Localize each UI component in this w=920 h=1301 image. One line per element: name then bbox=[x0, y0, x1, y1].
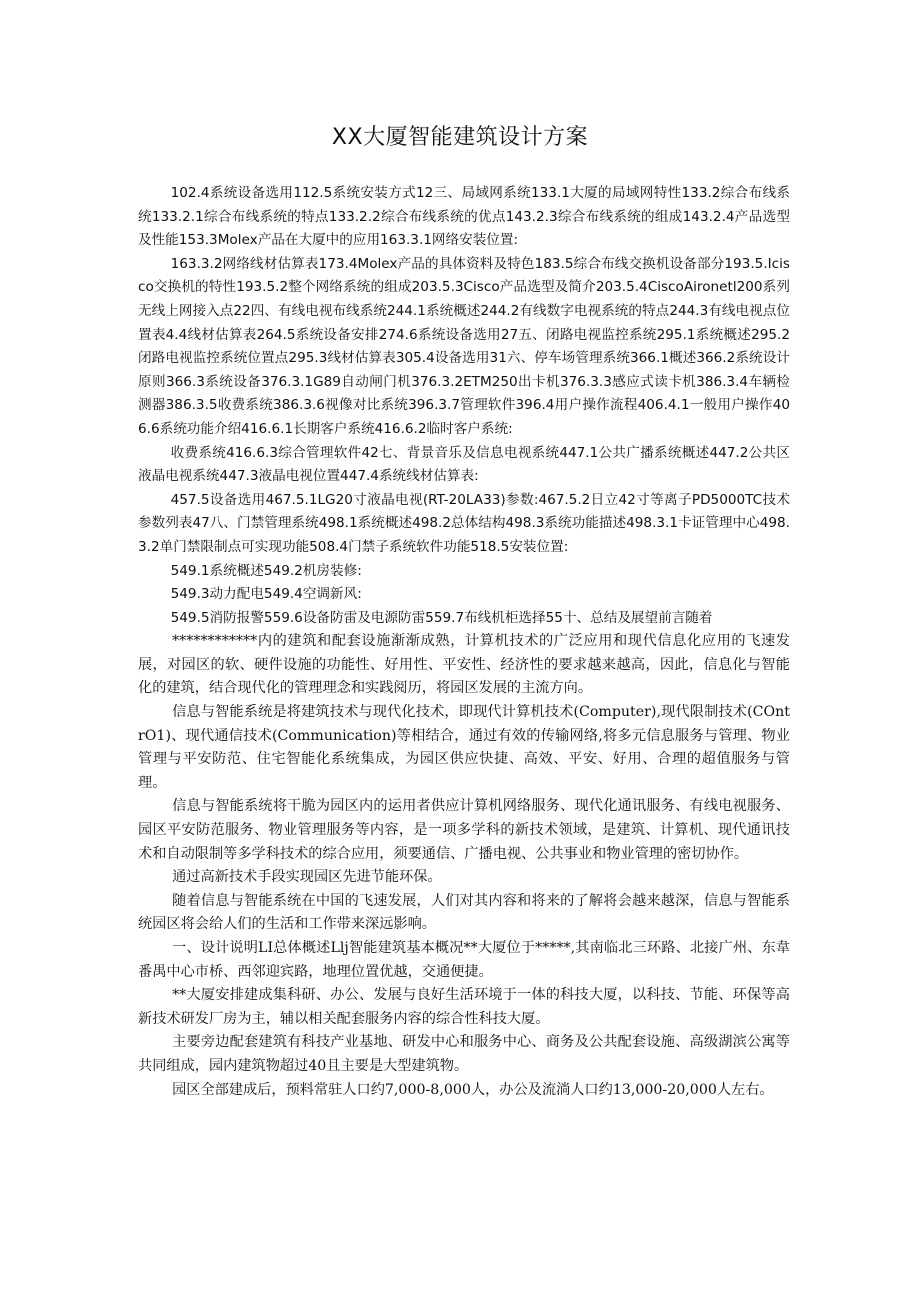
body-paragraph: 一、设计说明LI总体概述Llj智能建筑基本概况**大厦位于*****,其南临北三环路、北接广州、东韋番禺中心市桥、西邻迎宾路，地理位置优越，交通便捷。 bbox=[138, 940, 790, 980]
toc-paragraph-2: 163.3.2网络线材估算表173.4Molex产品的具体资料及特色183.5综合布线交换机设备部分193.5.Icisco交换机的特性193.5.2整个网络系统的组成203.5.3Cisco产品选型及简介203.5.4CiscoAironetl200系列无线上网接入点22四、有线电视布线系统244.1系统概述244.2有线数字电视系统的特点244.3有线电视点位置表4.4线材估算表264.5系统设备安排274.6系统设备选用27五、闭路电视监控系统295.1系统概述295.2闭路电视监控系统位置点295.3线材估算表305.4设备选用31六、停车场管理系统366.1概述366.2系统设计原则366.3系统设备376.3.1G89自动闸门机376.3.2ETM250出卡机376.3.3感应式读卡机386.3.4车辆检测器386.3.5收费系统386.3.6视像对比系统396.3.7管理软件396.4用户操作流程406.4.1一般用户操作406.6系统功能介绍416.6.1长期客户系统416.6.2临时客户系统: bbox=[138, 255, 790, 437]
body-paragraph: 信息与智能系统是将建筑技术与现代化技术，即现代计算机技术(Computer),现代限制技术(COntrO1)、现代通信技术(Communication)等相结合，通过有效的传输网络,将多元信息服务与管理、物业管理与平安防范、住宅智能化系统集成，为园区供应快捷、高效、平安、好用、合理的超值服务与管理。 bbox=[138, 704, 790, 791]
preface-paragraph: ************内的建筑和配套设施渐渐成熟，计算机技术的广泛应用和现代信息化应用的飞速发展，对园区的软、硬件设施的功能性、好用性、平安性、经济性的要求越来越高，因此，信息化与智能化的建筑，结合现代化的管理理念和实践阅历，将园区发展的主流方向。 bbox=[138, 633, 790, 697]
document-body bbox=[138, 182, 790, 1102]
body-paragraph: 通过高新技术手段实现园区先进节能环保。 bbox=[172, 869, 442, 886]
toc-paragraph-7: 549.5消防报警559.6设备防雷及电源防雷559.7布线机柜选择55十、总结及展望前言随着 bbox=[170, 609, 713, 626]
document-title: XX大厦智能建筑设计方案 bbox=[331, 125, 589, 150]
toc-paragraph-4: 457.5设备选用467.5.1LG20寸液晶电视(RT-20LA33)参数:467.5.2日立42寸等离子PD5000TC技术参数列表47八、门禁管理系统498.1系统概述498.2总体结构498.3系统功能描述498.3.1卡证管理中心498.3.2单门禁限制点可实现功能508.4门禁子系统软件功能518.5安装位置: bbox=[138, 491, 790, 555]
toc-paragraph-3: 收费系统416.6.3综合管理软件42七、背景音乐及信息电视系统447.1公共广播系统概述447.2公共区液晶电视系统447.3液晶电视位置447.4系统线材估算表: bbox=[138, 444, 790, 485]
body-paragraph: 主要旁边配套建筑有科技产业基地、研发中心和服务中心、商务及公共配套设施、高级湖滨公寓等共同组成，园内建筑物超过40且主要是大型建筑物。 bbox=[138, 1034, 790, 1074]
body-paragraph: **大厦安排建成集科研、办公、发展与良好生活环境于一体的科技大厦，以科技、节能、环保等高新技术研发厂房为主，辅以相关配套服务内容的综合性科技大厦。 bbox=[138, 987, 790, 1027]
body-paragraph: 园区全部建成后，预料常驻人口约7,000-8,000人，办公及流淌人口约13,000-20,000人左右。 bbox=[172, 1081, 774, 1098]
toc-paragraph-6: 549.3动力配电549.4空调新风: bbox=[170, 586, 362, 603]
toc-paragraph-5: 549.1系统概述549.2机房装修: bbox=[170, 562, 362, 579]
toc-paragraph-1: 102.4系统设备选用112.5系统安装方式12三、局域网系统133.1大厦的局域网特性133.2综合布线系统133.2.1综合布线系统的特点133.2.2综合布线系统的优点143.2.3综合布线系统的组成143.2.4产品选型及性能153.3Molex产品在大厦中的应用163.3.1网络安装位置: bbox=[138, 185, 790, 249]
body-paragraph: 随着信息与智能系统在中国的飞速发展，人们对其内容和将来的了解将会越来越深，信息与智能系统园区将会给人们的生活和工作带来深远影响。 bbox=[138, 892, 790, 933]
body-paragraph: 信息与智能系统将干脆为园区内的运用者供应计算机网络服务、现代化通讯服务、有线电视服务、园区平安防范服务、物业管理服务等内容，是一项多学科的新技术领域，是建筑、计算机、现代通讯技术和自动限制等多学科技术的综合应用，须要通信、广播电视、公共事业和物业管理的密切协作。 bbox=[138, 798, 790, 862]
